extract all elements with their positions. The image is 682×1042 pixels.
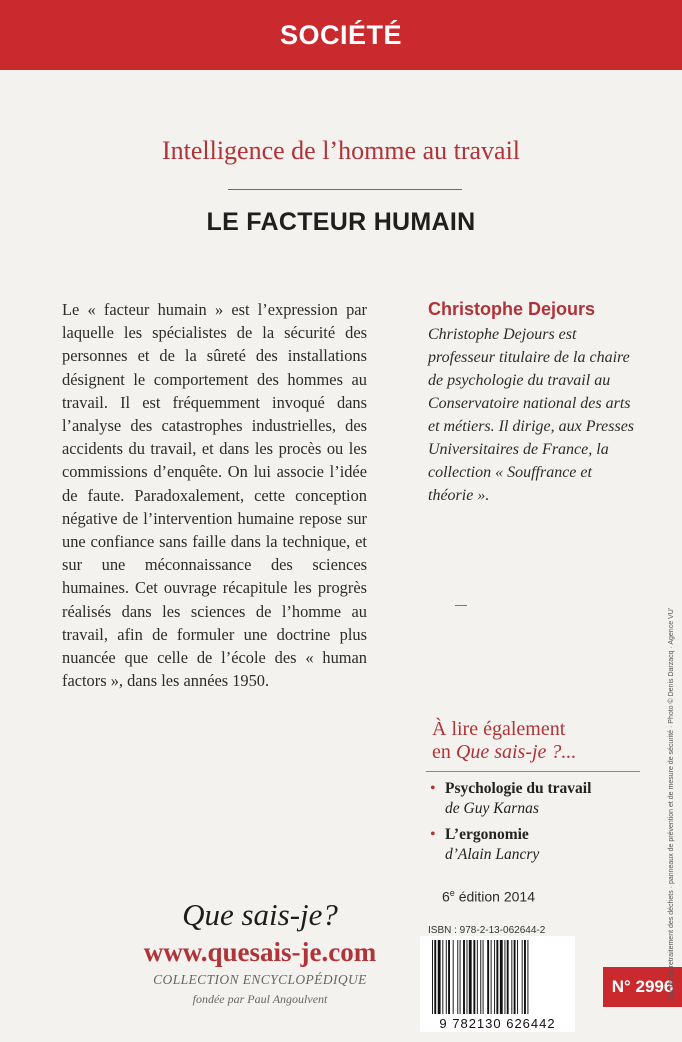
related-book-author: de Guy Karnas: [445, 800, 539, 817]
related-books-list: [430, 779, 650, 871]
barcode-digits: 9 782130 626442: [439, 1016, 556, 1031]
list-item: [430, 825, 650, 865]
category-banner: [0, 0, 682, 70]
publisher-website: www.quesais-je.com: [143, 937, 377, 967]
founder-line: fondée par Paul Angoulvent: [192, 992, 328, 1006]
related-book-author: d’Alain Lancry: [445, 846, 540, 863]
isbn-text: ISBN : 978-2-13-062644-2: [428, 925, 546, 936]
book-subtitle: Intelligence de l’homme au travail: [161, 136, 521, 165]
list-item: [430, 779, 650, 819]
related-book-title: Psychologie du travail: [445, 780, 592, 797]
edition-info: 6e édition 2014: [442, 888, 535, 905]
see-also-heading: [432, 718, 576, 764]
series-name: Que sais-je ?...: [455, 741, 577, 763]
related-book-title: L’ergonomie: [445, 826, 529, 843]
bullet-icon: •: [430, 780, 436, 797]
author-bio: Christophe Dejours est professeur titulaire de la chaire de psychologie du travail au Conservatoire national des arts et métiers. Il dirige, aux Presses Universitaires de France, la collection « Souffrance et théorie ».: [428, 326, 635, 504]
book-title: LE FACTEUR HUMAIN: [206, 208, 476, 236]
series-number: N° 2996: [611, 977, 674, 996]
category-label: SOCIÉTÉ: [279, 19, 403, 50]
book-description: Le « facteur humain » est l’expression par laquelle les spécialistes de la sécurité des personnes et de la sûreté des installations désignent le comportement des hommes au travail. Il est fréquemment invoqué dans l’analyse des catastrophes industrielles, des accidents du travail, et dans les procès ou les commissions d’enquête. On lui associe l’idée de faute. Paradoxalement, cette conception négative de l’intervention humaine repose sur une confiance sans faille dans la technique, et sur une méconnaissance des sciences humaines. Cet ouvrage récapitule les progrès réalisés dans les sciences de l’homme au travail, afin de formuler une doctrine plus nuancée que celle de l’école des « human factors », dans les années 1950.: [62, 300, 367, 691]
bullet-icon: •: [430, 826, 436, 843]
author-name: Christophe Dejours: [428, 299, 596, 319]
photo-credit: Centre de retraitement des déchets · panneaux de prévention et de mesure de sécurité · Photo © Denis Darzacq · Agence VU’: [668, 607, 675, 1000]
title-divider: [228, 189, 462, 190]
see-also-line1: À lire également: [432, 718, 566, 740]
see-also-divider: [426, 771, 640, 772]
collection-name: COLLECTION ENCYCLOPÉDIQUE: [153, 972, 367, 987]
publisher-logo: Que sais-je?: [182, 897, 338, 932]
barcode-icon: [432, 940, 563, 1014]
decorative-dash: [455, 605, 467, 606]
see-also-line2: en Que sais-je ?...: [432, 741, 577, 763]
